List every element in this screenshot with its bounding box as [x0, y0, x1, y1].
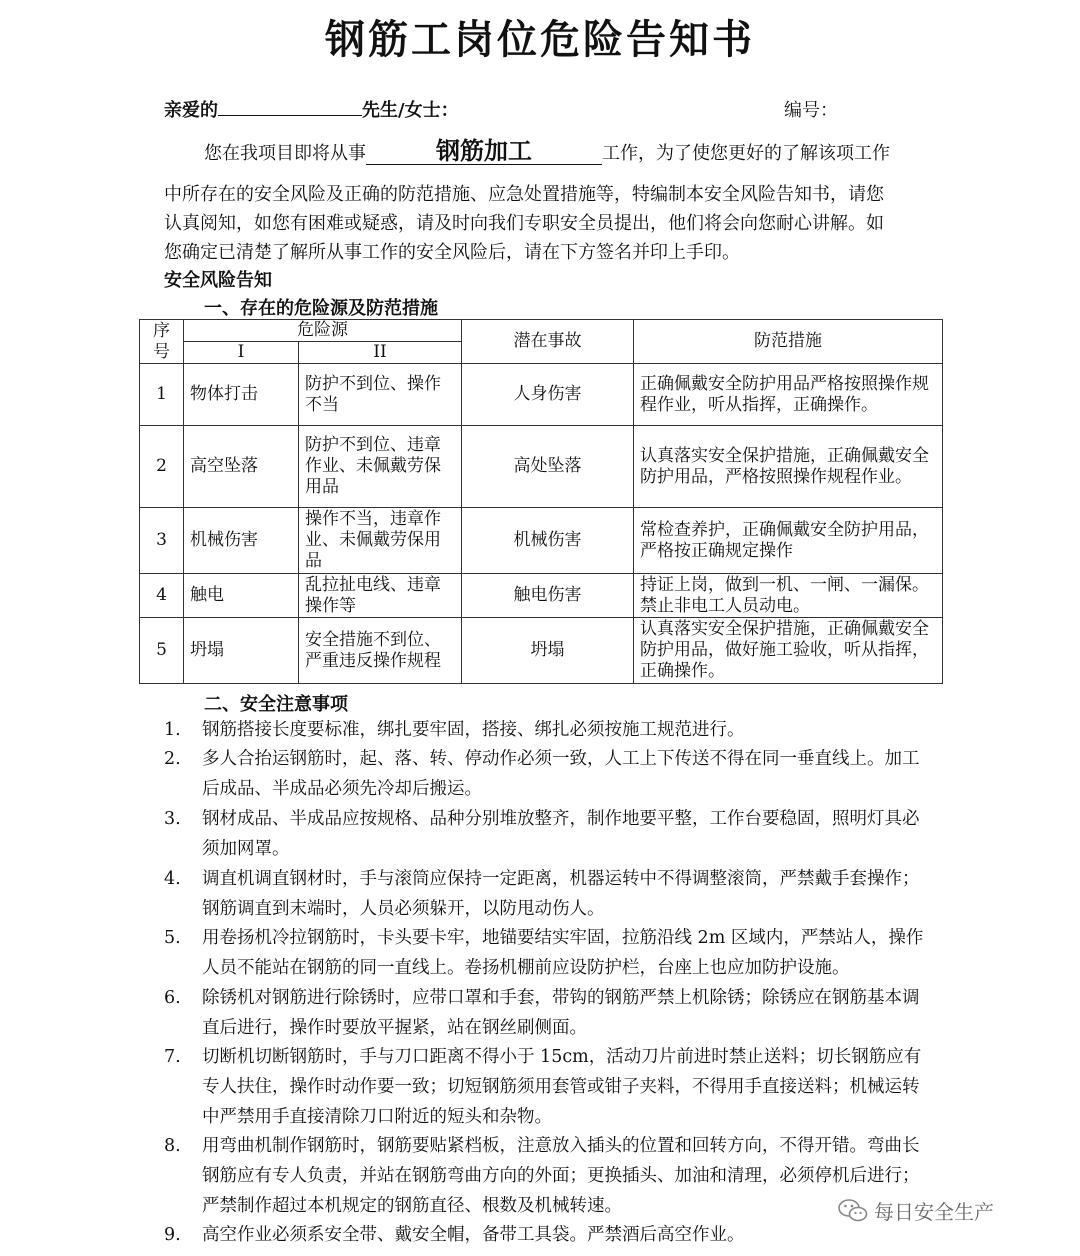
- cell-hazard-1: 触电: [184, 574, 299, 618]
- header-level-1: I: [184, 342, 299, 364]
- list-item-text: 调直机调直钢材时，手与滚筒应保持一定距离，机器运转中不得调整滚筒，严禁戴手套操作；钢筋调直到末端时，人员必须躲开，以防甩动伤人。: [202, 869, 920, 919]
- table-row: [140, 618, 943, 684]
- list-item-text: 钢材成品、半成品应按规格、品种分别堆放整齐，制作地要平整，工作台要稳固，照明灯具必须加网罩。: [202, 809, 920, 859]
- table-row: [140, 574, 943, 618]
- list-item: [164, 744, 924, 804]
- watermark: [838, 1196, 994, 1229]
- cell-hazard-1: 物体打击: [184, 364, 299, 426]
- work-type: 钢筋加工: [366, 138, 602, 165]
- cell-measures: 正确佩戴安全防护用品严格按照操作规程作业，听从指挥，正确操作。: [634, 364, 943, 426]
- cell-measures: 持证上岗，做到一机、一闸、一漏保。禁止非电工人员动电。: [634, 574, 943, 618]
- list-item-text: 切断机切断钢筋时，手与刀口距离不得小于 15cm，活动刀片前进时禁止送料；切长钢筋应有专人扶住，操作时动作要一致；切短钢筋须用套管或钳子夹料，不得用手直接送料；机械运转中严禁用手直接清除刀口附近的短头和杂物。: [202, 1047, 922, 1127]
- cell-seq: 1: [140, 364, 184, 426]
- list-item-number: 1.: [164, 720, 181, 740]
- name-blank: [218, 97, 362, 116]
- header-level-2: II: [299, 342, 462, 364]
- list-item-text: 多人合抬运钢筋时，起、落、转、停动作必须一致，人工上下传送不得在同一垂直线上。加工后成品、半成品必须先冷却后搬运。: [202, 749, 920, 799]
- intro-line-3: 认真阅知，如您有困难或疑惑，请及时向我们专职安全员提出，他们将会向您耐心讲解。如: [164, 213, 884, 234]
- header-seq: [140, 320, 184, 364]
- cell-accident: 人身伤害: [462, 364, 634, 426]
- list-item-text: 高空作业必须系安全带、戴安全帽，备带工具袋。严禁酒后高空作业。: [202, 1225, 745, 1245]
- header-seq-b: 号: [153, 341, 170, 362]
- watermark-text: 每日安全生产: [874, 1200, 994, 1224]
- cell-hazard-2: 操作不当，违章作业、未佩戴劳保用品: [299, 508, 462, 574]
- header-measures: 防范措施: [634, 320, 943, 364]
- list-item-number: 5.: [164, 928, 181, 948]
- cell-seq: 2: [140, 426, 184, 508]
- cell-measures: 认真落实安全保护措施，正确佩戴安全防护用品，严格按照操作规程作业。: [634, 426, 943, 508]
- cell-accident: 坍塌: [462, 618, 634, 684]
- table-header-row: [140, 320, 943, 342]
- hazard-table: [139, 319, 943, 684]
- header-hazard: 危险源: [184, 320, 462, 342]
- list-item: [164, 1220, 924, 1250]
- list-item-number: 9.: [164, 1225, 181, 1245]
- intro-line-1: [204, 138, 924, 165]
- intro-line-4: 您确定已清楚了解所从事工作的安全风险后，请在下方签名并印上手印。: [164, 242, 740, 263]
- part2-title: 二、安全注意事项: [204, 694, 348, 715]
- list-item-number: 4.: [164, 869, 181, 889]
- list-item-number: 3.: [164, 809, 181, 829]
- cell-hazard-2: 乱拉扯电线、违章操作等: [299, 574, 462, 618]
- cell-seq: 4: [140, 574, 184, 618]
- header-seq-a: 序: [153, 320, 170, 341]
- intro-line1-suffix: 工作，为了使您更好的了解该项工作: [602, 143, 890, 164]
- table-row: [140, 426, 943, 508]
- section-title: 安全风险告知: [164, 270, 272, 291]
- list-item: [164, 864, 924, 924]
- list-item-number: 6.: [164, 988, 181, 1008]
- table-row: [140, 508, 943, 574]
- cell-hazard-2: 防护不到位、操作不当: [299, 364, 462, 426]
- cell-accident: 高处坠落: [462, 426, 634, 508]
- document-title: 钢筋工岗位危险告知书: [325, 17, 755, 63]
- cell-seq: 5: [140, 618, 184, 684]
- greeting-suffix: 先生/女士：: [362, 100, 459, 121]
- greeting-prefix: 亲爱的: [164, 100, 218, 121]
- list-item: [164, 983, 924, 1043]
- list-item: [164, 923, 924, 983]
- cell-hazard-2: 安全措施不到位、严重违反操作规程: [299, 618, 462, 684]
- greeting-line: [164, 96, 459, 122]
- cell-hazard-1: 高空坠落: [184, 426, 299, 508]
- list-item-number: 7.: [164, 1047, 181, 1067]
- wechat-icon: [838, 1198, 868, 1229]
- list-item-text: 用卷扬机冷拉钢筋时，卡头要卡牢，地锚要结实牢固，拉筋沿线 2m 区域内，严禁站人，操作人员不能站在钢筋的同一直线上。卷扬机棚前应设防护栏，台座上也应加防护设施。: [202, 928, 924, 978]
- cell-seq: 3: [140, 508, 184, 574]
- list-item: [164, 1131, 924, 1221]
- cell-measures: 常检查养护，正确佩戴安全防护用品，严格按正确规定操作: [634, 508, 943, 574]
- intro-line-2: 中所存在的安全风险及正确的防范措施、应急处置措施等，特编制本安全风险告知书，请您: [164, 184, 884, 205]
- cell-hazard-2: 防护不到位、违章作业、未佩戴劳保用品: [299, 426, 462, 508]
- header-accident: 潜在事故: [462, 320, 634, 364]
- intro-prefix: 您在我项目即将从事: [204, 143, 366, 164]
- list-item-text: 用弯曲机制作钢筋时，钢筋要贴紧档板，注意放入插头的位置和回转方向，不得开错。弯曲长钢筋应有专人负责，并站在钢筋弯曲方向的外面；更换插头、加油和清理，必须停机后进行；严禁制作超过本机规定的钢筋直径、根数及机械转速。: [202, 1136, 920, 1216]
- serial-number-label: 编号：: [784, 100, 838, 121]
- list-item-number: 8.: [164, 1136, 181, 1156]
- part1-title: 一、存在的危险源及防范措施: [204, 298, 438, 319]
- cell-accident: 机械伤害: [462, 508, 634, 574]
- cell-hazard-1: 坍塌: [184, 618, 299, 684]
- list-item-number: 2.: [164, 749, 181, 769]
- cell-hazard-1: 机械伤害: [184, 508, 299, 574]
- list-item: [164, 804, 924, 864]
- list-item: [164, 715, 924, 745]
- table-row: [140, 364, 943, 426]
- list-item: [164, 1042, 924, 1132]
- list-item-text: 钢筋搭接长度要标准，绑扎要牢固，搭接、绑扎必须按施工规范进行。: [202, 720, 745, 740]
- list-item-text: 除锈机对钢筋进行除锈时，应带口罩和手套，带钩的钢筋严禁上机除锈；除锈应在钢筋基本调直后进行，操作时要放平握紧，站在钢丝刷侧面。: [202, 988, 920, 1038]
- cell-measures: 认真落实安全保护措施，正确佩戴安全防护用品，做好施工验收，听从指挥，正确操作。: [634, 618, 943, 684]
- cell-accident: 触电伤害: [462, 574, 634, 618]
